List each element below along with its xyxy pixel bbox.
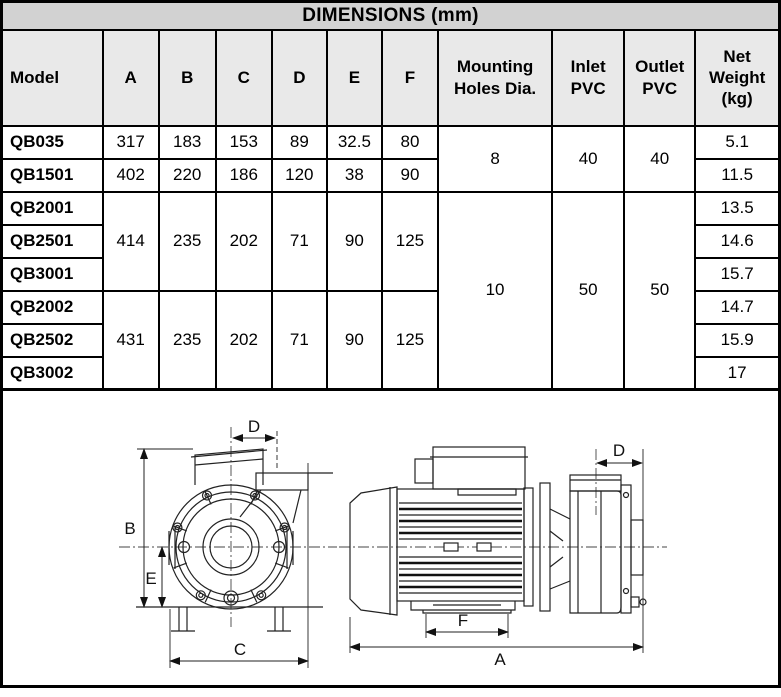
side-motor-body <box>397 489 524 601</box>
cell-dim-f-group: 125 <box>382 291 438 390</box>
cell-model: QB2501 <box>2 225 103 258</box>
col-header-inlet: Inlet PVC <box>552 30 624 126</box>
cell-mounting-group2: 10 <box>438 192 552 390</box>
pump-drawing-panel <box>0 391 781 688</box>
col-header-outlet: Outlet PVC <box>624 30 695 126</box>
dim-label-side-a: A <box>494 650 506 669</box>
pump-dimension-diagram <box>3 391 778 682</box>
table-row <box>2 126 780 159</box>
cell-dim-d-group: 71 <box>272 192 327 291</box>
cell-dim-c: 186 <box>216 159 272 192</box>
dim-label-side-f: F <box>457 611 469 630</box>
cell-outlet-group1: 40 <box>624 126 695 192</box>
dim-label-front-b: B <box>124 519 136 538</box>
cell-dim-e-group: 90 <box>327 291 382 390</box>
col-header-f: F <box>382 30 438 126</box>
cell-dim-e-group: 90 <box>327 192 382 291</box>
table-title-row <box>2 2 780 30</box>
col-header-mounting: Mounting Holes Dia. <box>438 30 552 126</box>
cell-weight: 15.7 <box>695 258 779 291</box>
pump-front-view <box>119 417 337 668</box>
cell-dim-b: 183 <box>159 126 216 159</box>
cell-dim-a: 402 <box>103 159 159 192</box>
dim-label-front-d: D <box>247 417 261 436</box>
cell-dim-b-group: 235 <box>159 192 216 291</box>
front-dim-d <box>233 417 277 471</box>
col-header-c: C <box>216 30 272 126</box>
cell-weight: 11.5 <box>695 159 779 192</box>
cell-weight: 14.7 <box>695 291 779 324</box>
side-dim-a <box>350 617 643 669</box>
side-dim-f <box>426 611 508 638</box>
cell-weight: 13.5 <box>695 192 779 225</box>
col-header-b: B <box>159 30 216 126</box>
front-base <box>136 607 323 631</box>
dim-label-side-d: D <box>612 441 626 460</box>
cell-dim-c-group: 202 <box>216 291 272 390</box>
cell-dim-d: 89 <box>272 126 327 159</box>
cell-weight: 17 <box>695 357 779 390</box>
cell-model: QB2002 <box>2 291 103 324</box>
cell-dim-f: 80 <box>382 126 438 159</box>
cell-model: QB1501 <box>2 159 103 192</box>
side-pump-head <box>570 475 646 613</box>
cell-dim-e: 32.5 <box>327 126 382 159</box>
cell-weight: 5.1 <box>695 126 779 159</box>
col-header-e: E <box>327 30 382 126</box>
cell-dim-e: 38 <box>327 159 382 192</box>
cell-model: QB2502 <box>2 324 103 357</box>
cell-dim-f: 90 <box>382 159 438 192</box>
col-header-d: D <box>272 30 327 126</box>
cell-mounting-group1: 8 <box>438 126 552 192</box>
cell-model: QB2001 <box>2 192 103 225</box>
table-title: DIMENSIONS (mm) <box>2 2 780 30</box>
side-terminal-box <box>415 447 528 495</box>
cell-inlet-group1: 40 <box>552 126 624 192</box>
cell-dim-b-group: 235 <box>159 291 216 390</box>
pump-side-view <box>339 441 667 669</box>
cell-dim-a-group: 431 <box>103 291 159 390</box>
table-row <box>2 192 780 225</box>
cell-dim-b: 220 <box>159 159 216 192</box>
cell-dim-a-group: 414 <box>103 192 159 291</box>
col-header-model: Model <box>2 30 103 126</box>
cell-model: QB3001 <box>2 258 103 291</box>
cell-dim-f-group: 125 <box>382 192 438 291</box>
front-dim-b <box>124 449 193 607</box>
cell-dim-c: 153 <box>216 126 272 159</box>
cell-dim-c-group: 202 <box>216 192 272 291</box>
col-header-a: A <box>103 30 159 126</box>
side-fan-cover <box>350 487 397 615</box>
cell-inlet-group2: 50 <box>552 192 624 390</box>
cell-dim-d: 120 <box>272 159 327 192</box>
dim-label-front-c: C <box>233 640 247 659</box>
cell-model: QB035 <box>2 126 103 159</box>
cell-dim-a: 317 <box>103 126 159 159</box>
col-header-weight: Net Weight (kg) <box>695 30 779 126</box>
cell-outlet-group2: 50 <box>624 192 695 390</box>
cell-weight: 15.9 <box>695 324 779 357</box>
cell-model: QB3002 <box>2 357 103 390</box>
dim-label-front-e: E <box>145 569 157 588</box>
cell-dim-d-group: 71 <box>272 291 327 390</box>
cell-weight: 14.6 <box>695 225 779 258</box>
table-header-row <box>2 30 780 126</box>
front-dim-e <box>145 547 162 607</box>
